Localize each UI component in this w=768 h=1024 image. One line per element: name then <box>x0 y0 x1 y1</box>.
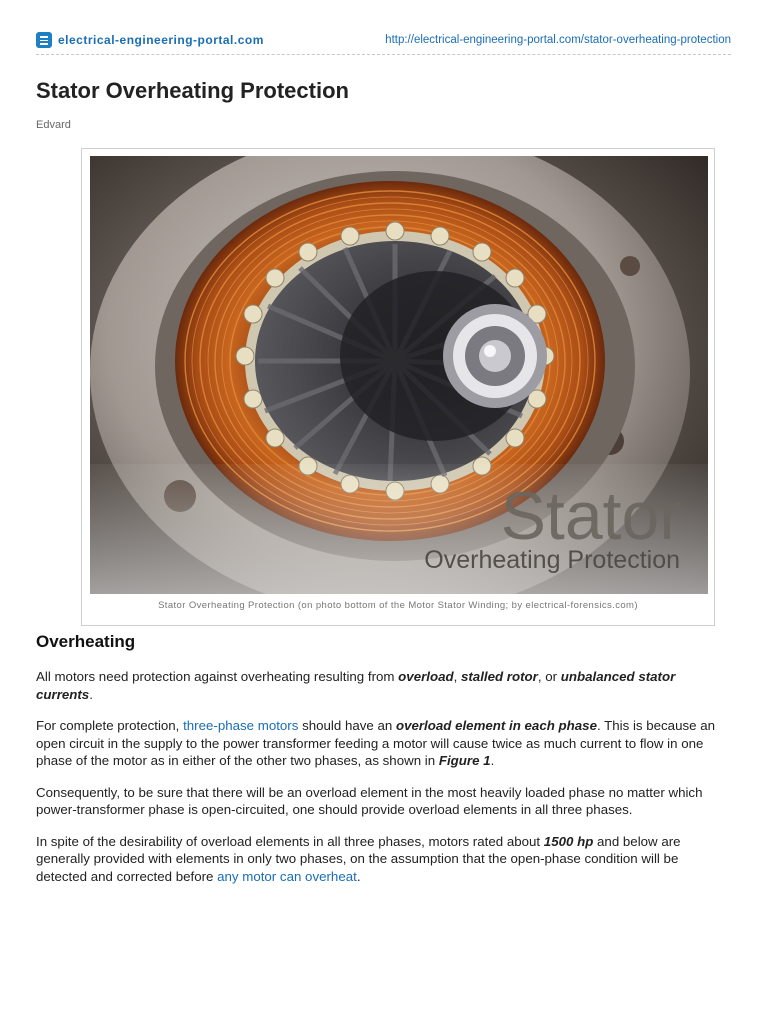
text-run: and below are generally provided with elements in only two phases, on the assumption that the open-phase condition will be detected and corrected before <box>36 833 681 884</box>
header-divider <box>36 54 731 55</box>
text-run: , <box>453 669 461 684</box>
paragraph-3 <box>36 784 731 819</box>
stator-photo <box>90 156 708 594</box>
paragraph-4 <box>36 833 731 886</box>
text-run: Consequently, to be sure that there will be an overload element in the most heavily loaded phase no matter which power-transformer phase is open-circuited, one should provide overload elements in all three phases. <box>36 784 703 817</box>
paragraph-1 <box>36 668 731 703</box>
article-figure <box>81 148 715 626</box>
author-name: Edvard <box>36 119 71 131</box>
three-phase-motors-link[interactable]: three-phase motors <box>183 718 299 733</box>
text-run: . <box>89 686 93 702</box>
text-run: . This is because an open circuit in the supply to the power transformer feeding a motor will cause twice as much current to flow in one phase of the motor as in either of the other two phases, as shown in <box>36 718 716 768</box>
emphasis-unbalanced-currents: unbalanced stator currents <box>36 669 676 702</box>
text-run: For complete protection, <box>36 718 184 733</box>
text-run: . <box>356 868 361 884</box>
emphasis-figure-ref: Figure 1 <box>438 753 491 768</box>
emphasis-stalled-rotor: stalled rotor <box>460 669 538 684</box>
text-run: In spite of the desirability of overload elements in all three phases, motors rated about <box>36 833 544 849</box>
emphasis-overload-element: overload element in each phase <box>395 718 597 733</box>
text-run: , or <box>537 669 561 684</box>
text-run: All motors need protection against overheating resulting from <box>36 669 399 684</box>
emphasis-hp-rating: 1500 hp <box>543 833 594 849</box>
site-brand[interactable] <box>36 32 264 48</box>
site-logo-icon <box>36 32 52 48</box>
page-url-link[interactable]: http://electrical-engineering-portal.com/stator-overheating-protection <box>385 34 731 46</box>
text-run: . <box>490 753 495 768</box>
figure-caption: Stator Overheating Protection (on photo bottom of the Motor Stator Winding; by electrical-forensics.com) <box>158 600 638 611</box>
section-heading: Overheating <box>36 632 136 651</box>
emphasis-overload: overload <box>398 669 454 684</box>
paragraph-2 <box>36 717 731 770</box>
page-title: Stator Overheating Protection <box>36 78 349 103</box>
photo-overlay-subtitle: Overheating Protection <box>424 546 680 574</box>
motor-overheat-link[interactable]: any motor can overheat <box>217 868 357 884</box>
photo-overlay-title: Stator <box>500 478 682 554</box>
text-run: should have an <box>298 718 396 733</box>
article-body <box>36 668 731 899</box>
site-name[interactable]: electrical-engineering-portal.com <box>58 33 264 47</box>
page-header <box>36 32 731 54</box>
